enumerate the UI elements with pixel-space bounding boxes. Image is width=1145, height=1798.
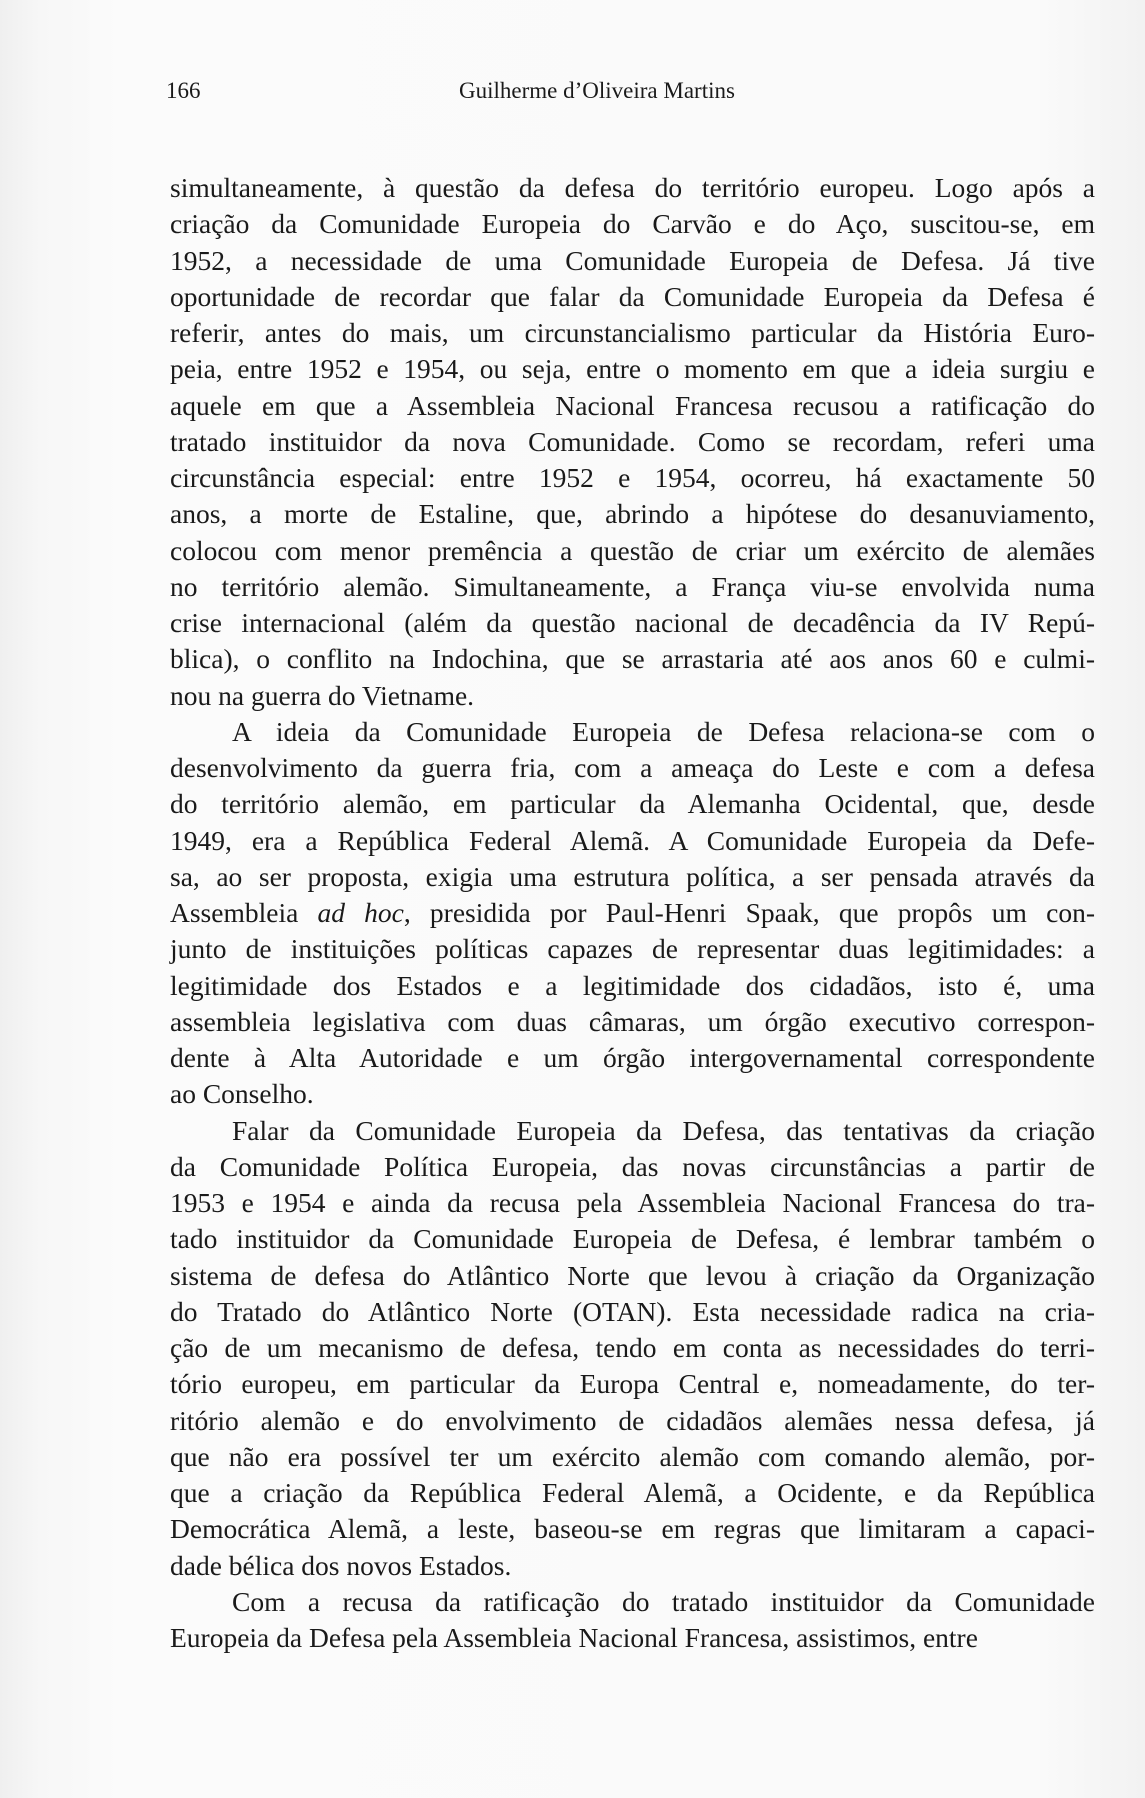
text-line: criação da Comunidade Europeia do Carvão e do Aço, suscitou-se, em (170, 208, 1095, 240)
text-line: desenvolvimento da guerra fria, com a ameaça do Leste e com a defesa (170, 752, 1095, 783)
text-line: Com a recusa da ratificação do tratado instituidor da Comunidade (232, 1585, 1095, 1617)
text-line: crise internacional (além da questão nacional de decadência da IV Repú- (170, 607, 1095, 638)
text-line: aquele em que a Assembleia Nacional Francesa recusou a ratificação do (170, 389, 1095, 421)
running-head: Guilherme d’Oliveira Martins (459, 78, 735, 103)
text-line: assembleia legislativa com duas câmaras, um órgão executivo correspon- (170, 1005, 1095, 1037)
text-line: referir, antes do mais, um circunstancialismo particular da História Euro- (170, 317, 1095, 348)
text-line: nou na guerra do Vietname. (170, 679, 475, 711)
text-line: ritório alemão e do envolvimento de cidadãos alemães nessa defesa, já (170, 1404, 1095, 1436)
text-line: do Tratado do Atlântico Norte (OTAN). Esta necessidade radica na cria- (170, 1295, 1095, 1327)
paragraph (170, 714, 1095, 1113)
text-line: Europeia da Defesa pela Assembleia Nacional Francesa, assistimos, entre (170, 1622, 978, 1653)
page-number: 166 (166, 78, 201, 103)
text-line: tratado instituidor da nova Comunidade. Como se recordam, referi uma (170, 425, 1095, 457)
text-line: sistema de defesa do Atlântico Norte que levou à criação da Organização (170, 1259, 1095, 1291)
text-line: 1953 e 1954 e ainda da recusa pela Assembleia Nacional Francesa do tra- (170, 1187, 1095, 1218)
text-line: blica), o conflito na Indochina, que se arrastaria até aos anos 60 e culmi- (170, 643, 1095, 675)
text-line: que a criação da República Federal Alemã, a Ocidente, e da República (170, 1477, 1095, 1508)
body-text (170, 170, 1095, 1656)
text-line: tado instituidor da Comunidade Europeia de Defesa, é lembrar também o (170, 1223, 1095, 1255)
paragraph (170, 170, 1095, 714)
text-line: tório europeu, em particular da Europa Central e, nomeadamente, do ter- (170, 1368, 1095, 1400)
text-line: colocou com menor premência a questão de criar um exército de alemães (170, 534, 1095, 566)
paragraph (170, 1584, 1095, 1657)
paragraph (170, 1113, 1095, 1584)
text-line: ção de um mecanismo de defesa, tendo em conta as necessidades do terri- (170, 1332, 1095, 1363)
text-line: simultaneamente, à questão da defesa do território europeu. Logo após a (170, 172, 1095, 203)
text-line: Democrática Alemã, a leste, baseou-se em regras que limitaram a capaci- (170, 1513, 1095, 1545)
text-line: Assembleia ad hoc, presidida por Paul-Henri Spaak, que propôs um con- (170, 897, 1095, 928)
text-line: no território alemão. Simultaneamente, a França viu-se envolvida numa (170, 570, 1095, 602)
text-line: junto de instituições políticas capazes de representar duas legitimidades: a (170, 933, 1095, 965)
text-line: dade bélica dos novos Estados. (170, 1549, 512, 1581)
text-line: do território alemão, em particular da Alemanha Ocidental, que, desde (170, 788, 1095, 820)
text-line: anos, a morte de Estaline, que, abrindo a hipótese do desanuviamento, (170, 498, 1095, 530)
text-line: dente à Alta Autoridade e um órgão intergovernamental correspondente (170, 1042, 1095, 1073)
page-header (166, 78, 1086, 114)
text-line: circunstância especial: entre 1952 e 1954, ocorreu, há exactamente 50 (170, 462, 1095, 493)
text-line: que não era possível ter um exército alemão com comando alemão, por- (170, 1440, 1095, 1472)
text-line: oportunidade de recordar que falar da Comunidade Europeia da Defesa é (170, 280, 1095, 312)
text-line: legitimidade dos Estados e a legitimidade dos cidadãos, isto é, uma (170, 969, 1095, 1001)
text-line: sa, ao ser proposta, exigia uma estrutura política, a ser pensada através da (170, 860, 1095, 892)
text-line: ao Conselho. (170, 1078, 314, 1110)
text-line: A ideia da Comunidade Europeia de Defesa relaciona-se com o (232, 715, 1095, 747)
text-line: Falar da Comunidade Europeia da Defesa, das tentativas da criação (232, 1114, 1095, 1146)
text-line: 1949, era a República Federal Alemã. A Comunidade Europeia da Defe- (170, 824, 1095, 856)
text-line: peia, entre 1952 e 1954, ou seja, entre o momento em que a ideia surgiu e (170, 353, 1095, 385)
text-line: 1952, a necessidade de uma Comunidade Europeia de Defesa. Já tive (170, 244, 1095, 276)
text-line: da Comunidade Política Europeia, das novas circunstâncias a partir de (170, 1150, 1095, 1182)
